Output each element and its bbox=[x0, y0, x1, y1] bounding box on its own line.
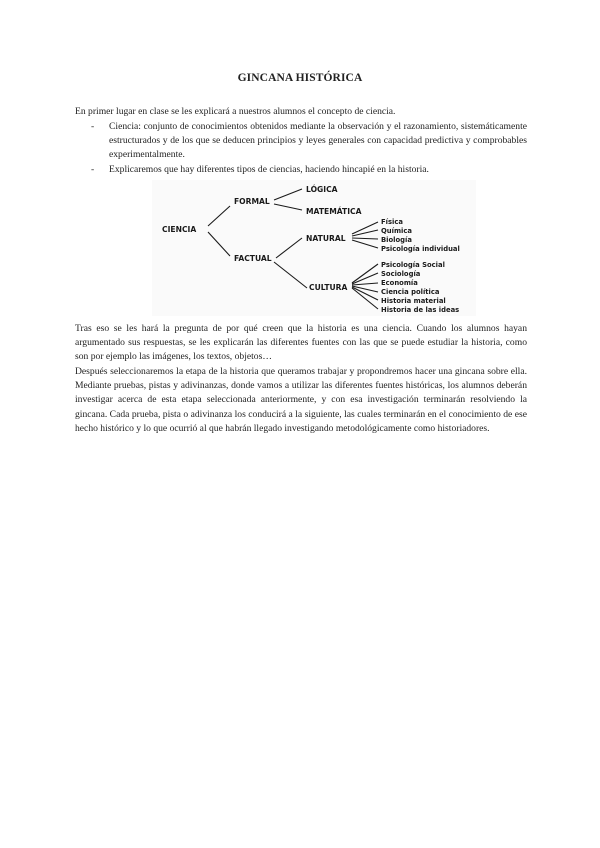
paragraph-question: Tras eso se les hará la pregunta de por qué creen que la historia es una ciencia. Cuando los alumnos hayan argumentado sus respuestas, se les explicarán las diferentes fuentes con las que se puede estudiar la historia, como son por ejemplo las imágenes, los textos, objetos… bbox=[75, 323, 527, 363]
node-logica: LÓGICA bbox=[306, 185, 338, 194]
natural-item: Biología bbox=[381, 236, 412, 244]
bullet-text: Ciencia: conjunto de conocimientos obtenidos mediante la observación y el razonamiento, sistemáticamente estructurados y de los que se deducen principios y leyes generales con capacidad predictiva y comprobables experimentalmente. bbox=[109, 121, 527, 161]
cultura-item: Historia material bbox=[381, 297, 446, 305]
node-ciencia: CIENCIA bbox=[162, 225, 197, 234]
diagram-svg bbox=[152, 180, 476, 316]
bullet-item-tipos bbox=[75, 163, 527, 177]
document-title: GINCANA HISTÓRICA bbox=[237, 72, 363, 84]
cultura-item: Ciencia política bbox=[381, 288, 440, 296]
node-natural: NATURAL bbox=[306, 234, 346, 243]
bullet-dash: - bbox=[91, 121, 95, 132]
cultura-item: Psicología Social bbox=[381, 261, 445, 269]
natural-item: Física bbox=[381, 218, 403, 226]
bullet-text: Explicaremos que hay diferentes tipos de ciencias, haciendo hincapié en la historia. bbox=[109, 163, 429, 175]
node-cultura: CULTURA bbox=[309, 283, 348, 292]
paragraph-gincana: Después seleccionaremos la etapa de la historia que queramos trabajar y propondremos hacer una gincana sobre ella. Mediante pruebas, pistas y adivinanzas, donde vamos a utilizar las diferentes fuentes históricas, los alumnos deberán investigar acerca de esta etapa seleccionada anteriormente, y con esa investigación terminarán resolviendo la gincana. Cada prueba, pista o adivinanza los conducirá a la siguiente, las cuales terminarán en el conocimiento de ese hecho histórico y lo que ocurrió al que habrán llegado investigando metodológicamente como historiadores. bbox=[75, 366, 527, 434]
bullet-dash: - bbox=[91, 163, 95, 175]
cultura-item: Sociología bbox=[381, 270, 421, 278]
natural-item: Química bbox=[381, 227, 412, 235]
natural-item: Psicología individual bbox=[381, 245, 460, 253]
science-classification-diagram bbox=[152, 180, 476, 316]
node-matematica: MATEMÁTICA bbox=[306, 207, 362, 216]
cultura-item: Economía bbox=[381, 279, 418, 287]
bullet-item-ciencia bbox=[75, 120, 527, 163]
cultura-item: Historia de las ideas bbox=[381, 306, 460, 314]
node-formal: FORMAL bbox=[234, 197, 270, 206]
node-factual: FACTUAL bbox=[234, 254, 272, 263]
intro-paragraph: En primer lugar en clase se les explicará a nuestros alumnos el concepto de ciencia. bbox=[75, 106, 396, 117]
bullet-list bbox=[75, 120, 527, 177]
